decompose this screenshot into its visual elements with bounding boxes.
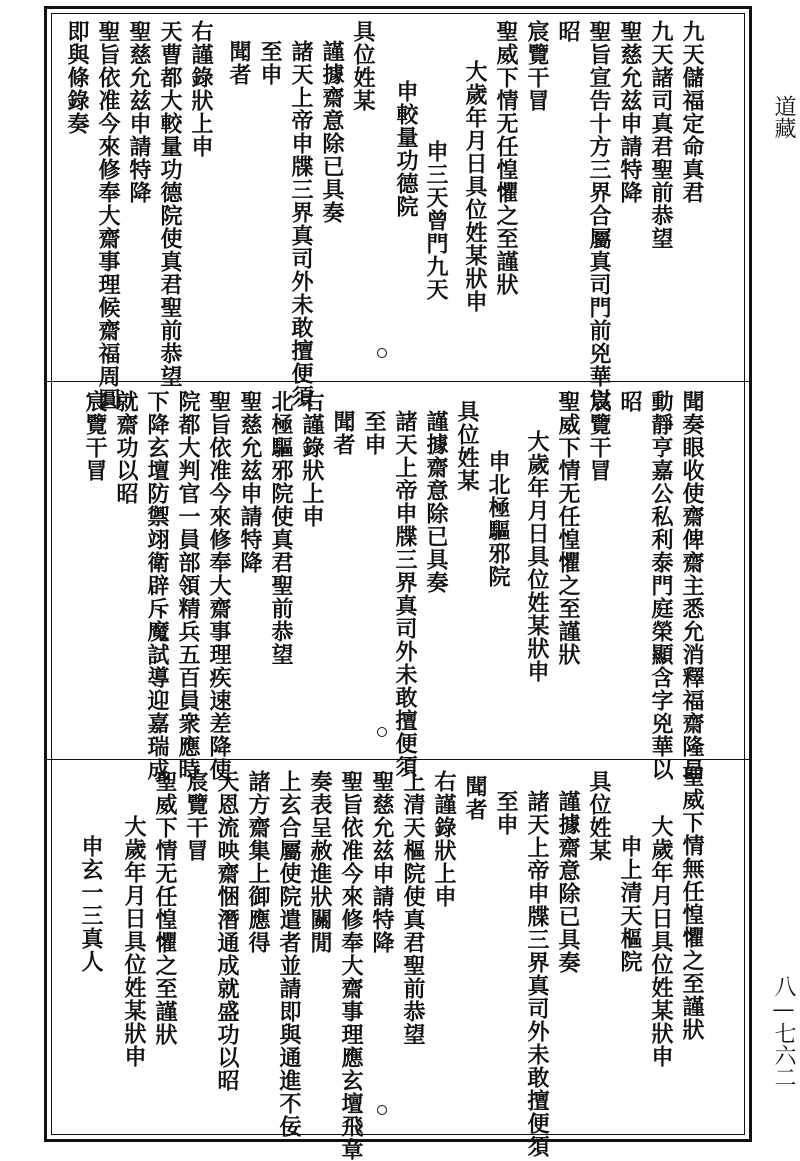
column-text: 申三天曾門九天 xyxy=(423,140,449,301)
column-text: 聖旨宣告十方三界合屬真司門前兇華以 xyxy=(586,20,612,411)
column-text: 聖慈允兹申請特降 xyxy=(369,770,395,954)
panel3-column-12 xyxy=(304,770,336,954)
panel1-column-15 xyxy=(185,20,217,158)
panel3-column-5 xyxy=(521,790,553,1158)
panel3-column-18 xyxy=(118,815,150,1068)
column-text: 聞奏眼收使齋俾齋主悉允消釋福齋隆昌 xyxy=(679,390,705,781)
column-text: 上清天樞院使真君聖前恭望 xyxy=(400,770,426,1046)
column-text: 諸天上帝申牒三界真司外未敢擅便須 xyxy=(524,790,550,1158)
column-text: 諸天上帝申牒三界真司外未敢擅便須 xyxy=(288,40,314,408)
column-text: 即與條錄奏 xyxy=(64,20,90,135)
column-text: 宸覽干冒 xyxy=(586,390,612,482)
column-text: 謹據齋意除已具奏 xyxy=(423,410,449,594)
column-text: 諸天上帝申牒三界真司外未敢擅便須 xyxy=(392,410,418,778)
panel1-column-7 xyxy=(459,60,491,313)
column-text: 申北極驅邪院 xyxy=(485,450,511,588)
panel3-column-9 xyxy=(397,770,429,1046)
panel3-column-17 xyxy=(149,770,181,1046)
column-text: 上玄合屬使院遣者並請即與通進不佞 xyxy=(276,770,302,1138)
column-text: 右謹錄狀上申 xyxy=(299,390,325,528)
column-text: 諸方齋集上御應得 xyxy=(245,770,271,954)
panel1-column-16 xyxy=(154,20,186,388)
panel2-column-7 xyxy=(451,400,483,492)
panel3-column-7 xyxy=(459,775,491,821)
panel3-column-14 xyxy=(242,770,274,954)
panel3-column-1 xyxy=(645,815,677,1068)
panel2-column-14 xyxy=(234,390,266,574)
panel2-column-8 xyxy=(420,410,452,594)
panel1-column-1 xyxy=(645,20,677,250)
panel2-column-19 xyxy=(79,390,111,482)
column-text: 宸覽干冒 xyxy=(183,770,209,862)
panel1-column-11 xyxy=(316,40,348,224)
panel1-column-10 xyxy=(347,20,379,112)
panel1-column-5 xyxy=(521,20,553,112)
column-text: 右謹錄狀上申 xyxy=(431,770,457,908)
column-text: 聖威下情无任惶懼之至謹狀 xyxy=(555,390,581,666)
panel3-column-10 xyxy=(366,770,398,954)
panel2-column-5 xyxy=(521,430,553,683)
column-text: 具位姓某 xyxy=(350,20,376,112)
column-text: 大歲年月日具位姓某狀申 xyxy=(648,815,674,1068)
column-text: 聖旨依准今來修奉大齋事理應玄壇飛章 xyxy=(338,770,364,1161)
panel2-column-4 xyxy=(552,390,584,666)
panel1-column-6 xyxy=(490,20,522,296)
column-text: 九天諸司真君聖前恭望 xyxy=(648,20,674,250)
panel3-column-15 xyxy=(211,770,243,1092)
panel1-column-8 xyxy=(420,140,452,301)
panel3-column-8 xyxy=(428,770,460,908)
column-text: 聖慈允兹申請特降 xyxy=(126,20,152,204)
panel2-column-3 xyxy=(583,390,615,482)
section-divider-1 xyxy=(47,381,749,382)
panel3-column-6 xyxy=(490,790,522,836)
column-text: 下降玄壇防禦翊衛辟斥魔試導迎嘉瑞成 xyxy=(144,390,170,781)
column-text: 具位姓某 xyxy=(586,770,612,862)
column-text: 昭 xyxy=(555,20,581,43)
circle-mark-1 xyxy=(377,348,387,358)
column-text: 天恩流映齋悃潛通成就盛功以昭 xyxy=(214,770,240,1092)
panel3-column-2 xyxy=(614,835,646,973)
column-text: 昭 xyxy=(617,390,643,413)
panel1-column-9 xyxy=(390,80,422,218)
panel2-column-0 xyxy=(676,390,708,781)
panel2-column-1 xyxy=(645,390,677,781)
side-label-top: 道藏 xyxy=(771,95,796,139)
panel2-column-2 xyxy=(614,390,646,413)
column-text: 宸覽干冒 xyxy=(82,390,108,482)
column-text: 申玄一三真人 xyxy=(78,835,104,973)
column-text: 聖旨依准今來修奉大齋事理疾速差降使 xyxy=(206,390,232,781)
side-label-bottom: 八—七六二 xyxy=(771,975,796,1088)
column-text: 北極驅邪院使真君聖前恭望 xyxy=(268,390,294,666)
panel1-column-13 xyxy=(254,40,286,86)
panel2-column-10 xyxy=(358,410,390,456)
column-text: 申較量功德院 xyxy=(393,80,419,218)
column-text: 聖威下情无任惶懼之至謹狀 xyxy=(152,770,178,1046)
panel3-column-0 xyxy=(676,765,708,1041)
column-text: 天曹都大較量功德院使真君聖前恭望 xyxy=(157,20,183,388)
column-text: 至申 xyxy=(493,790,519,836)
panel2-column-17 xyxy=(141,390,173,781)
column-text: 右謹錄狀上申 xyxy=(188,20,214,158)
column-text: 聞者 xyxy=(462,775,488,821)
circle-mark-3 xyxy=(377,1105,387,1115)
column-text: 申上清天樞院 xyxy=(617,835,643,973)
column-text: 宸覽干冒 xyxy=(524,20,550,112)
panel3-column-11 xyxy=(335,770,367,1161)
column-text: 具位姓某 xyxy=(454,400,480,492)
panel1-column-2 xyxy=(614,20,646,204)
panel3-column-13 xyxy=(273,770,305,1138)
column-text: 謹據齋意除已具奏 xyxy=(555,790,581,974)
panel2-column-13 xyxy=(265,390,297,666)
panel2-column-18 xyxy=(110,390,142,505)
circle-mark-2 xyxy=(377,727,387,737)
panel3-column-4 xyxy=(552,790,584,974)
panel1-column-19 xyxy=(61,20,93,135)
panel1-column-14 xyxy=(223,40,255,86)
column-text: 謹據齋意除已具奏 xyxy=(319,40,345,224)
column-text: 聖威下情無任惶懼之至謹狀 xyxy=(679,765,705,1041)
panel1-column-17 xyxy=(123,20,155,204)
panel3-column-19 xyxy=(75,835,107,973)
column-text: 大歲年月日具位姓某狀申 xyxy=(462,60,488,313)
panel3-column-3 xyxy=(583,770,615,862)
panel3-column-16 xyxy=(180,770,212,862)
panel2-column-9 xyxy=(389,410,421,778)
panel2-column-16 xyxy=(172,390,204,781)
column-text: 聞者 xyxy=(330,410,356,456)
column-text: 院都大判官一員部領精兵五百員衆應時 xyxy=(175,390,201,781)
column-text: 聞者 xyxy=(226,40,252,86)
column-text: 聖旨依准今來修奉大齋事理候齋福周圓 xyxy=(95,20,121,411)
column-text: 聖威下情无任惶懼之至謹狀 xyxy=(493,20,519,296)
panel2-column-6 xyxy=(482,450,514,588)
column-text: 就齋功以昭 xyxy=(113,390,139,505)
panel2-column-15 xyxy=(203,390,235,781)
column-text: 奏表呈赦進狀關閒 xyxy=(307,770,333,954)
panel2-column-12 xyxy=(296,390,328,528)
column-text: 九天儲福定命真君 xyxy=(679,20,705,204)
panel1-column-18 xyxy=(92,20,124,411)
column-text: 大歲年月日具位姓某狀申 xyxy=(121,815,147,1068)
column-text: 大歲年月日具位姓某狀申 xyxy=(524,430,550,683)
column-text: 動靜亨嘉公私利泰門庭榮顯含字兇華以 xyxy=(648,390,674,781)
column-text: 至申 xyxy=(257,40,283,86)
column-text: 聖慈允兹申請特降 xyxy=(237,390,263,574)
column-text: 聖慈允兹申請特降 xyxy=(617,20,643,204)
panel1-column-4 xyxy=(552,20,584,43)
panel1-column-12 xyxy=(285,40,317,408)
panel1-column-0 xyxy=(676,20,708,204)
panel1-column-3 xyxy=(583,20,615,411)
column-text: 至申 xyxy=(361,410,387,456)
panel2-column-11 xyxy=(327,410,359,456)
